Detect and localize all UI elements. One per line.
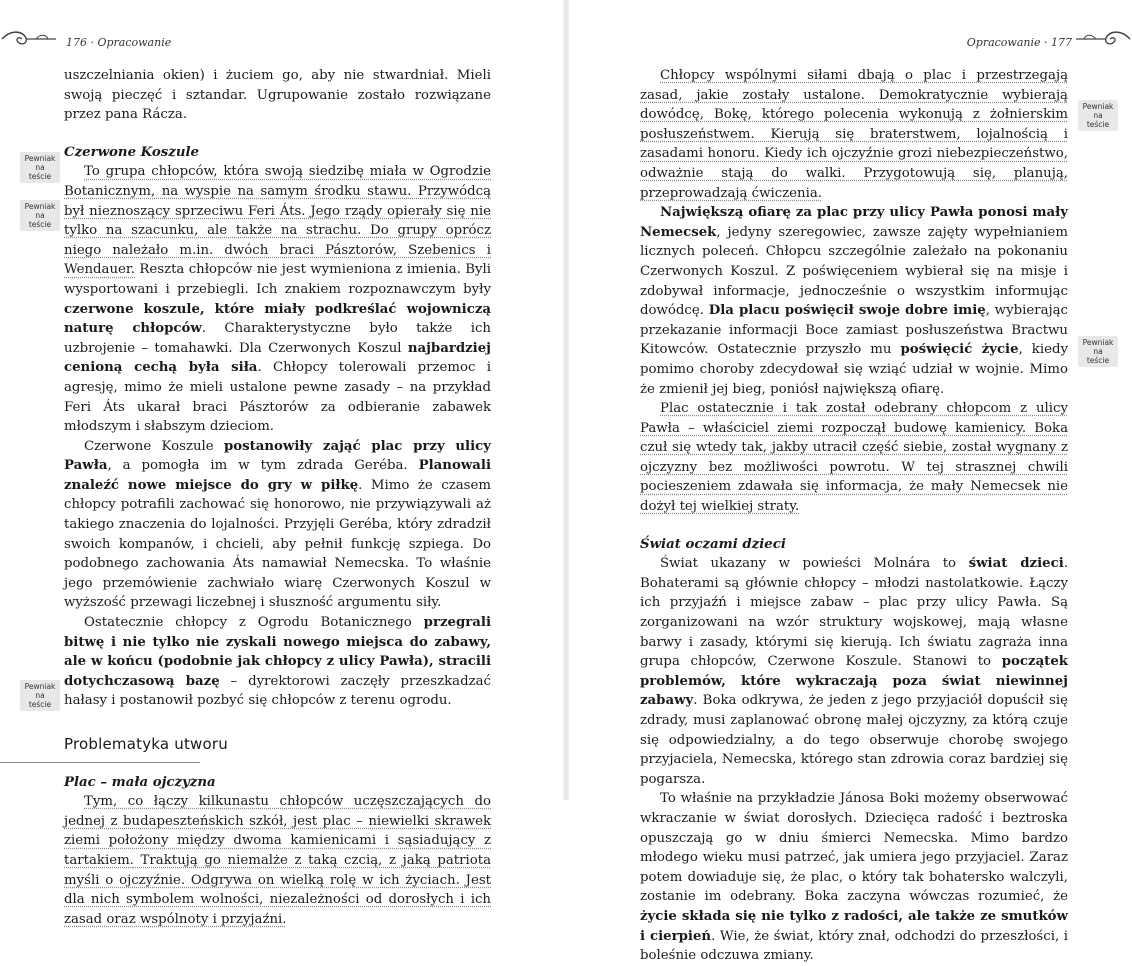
- ornament-icon: [0, 28, 58, 50]
- left-page: [0, 0, 566, 927]
- margin-note: Pewniak na teście: [20, 200, 60, 231]
- paragraph: [64, 792, 491, 929]
- paragraph: Świat ukazany w powieści Molnára to świat dzieci. Bohaterami są głównie chłopcy – młodzi nastolatkowie. Łączy ich przyjaźń i miejsce zabaw – plac przy ulicy Pawła. Są zorganizowani na wzór struktury wojskowej, mają własne barwy i zasady, którymi się kierują. Ich światu zagraża inna grupa chłopców, Czerwone Koszule. Stanowi to początek problemów, które wykraczają poza świat niewinnej zabawy. Boka odkrywa, że jeden z jego przyjaciół dopuścił się zdrady, musi zaplanować obronę małej ojczyzny, za którą czuje się odpowiedzialny, a do tego obserwuje chorobę swojego przyjaciela, Nemecska, którego stan zdrowia coraz bardziej się pogarsza.: [640, 556, 1068, 787]
- paragraph: Ostatecznie chłopcy z Ogrodu Botanicznego przegrali bitwę i nie tylko nie zyskali nowego miejsca do zabawy, ale w końcu (podobnie jak chłopcy z ulicy Pawła), stracili dotychczasową bazę – dyrektorowi zaczęły przeszkadzać hałasy i postanowił pozbyć się chłopców z terenu ogrodu.: [64, 615, 491, 709]
- paragraph: To właśnie na przykładzie Jánosa Boki możemy obserwować wkraczanie w świat dorosłych. Dziecięca radość i beztroska opuszczają go w dniu śmierci Nemecska. Mimo bardzo młodego wieku musi patrzeć, jak umiera jego przyjaciel. Zaraz potem dowiaduje się, że plac, o który tak bohatersko walczyli, zostanie im odebrany. Boka zaczyna wówczas rozumieć, że życie składa się nie tylko z radości, ale także ze smutków i cierpień. Wie, że świat, który znał, odchodzi do przeszłości, i boleśnie odczuwa zmiany.: [640, 791, 1068, 964]
- dotted-underline-text: Kierują się braterstwem, lojalnością i zasadami honoru. Kiedy ich ojczyźnie grozi niebezpieczeństwo, odważnie stają do walki. Przygotowują się, planują, przeprowadzają ćwiczenia.: [640, 126, 1068, 201]
- subheading-swiat: Świat oczami dzieci: [640, 536, 786, 552]
- paragraph: Czerwone Koszule postanowiły zająć plac przy ulicy Pawła, a pomogła im w tym zdrada Geréba. Planowali znaleźć nowe miejsce do gry w piłkę. Mimo że czasem chłopcy potrafili zachować się honorowo, nie przywiązywali aż takiego znaczenia do lojalności. Przyjęli Geréba, który zdradził swoich kompanów, i chcieli, aby pełnił funkcję szpiega. Do podobnego zachowania Áts namawiał Nemecska. To właśnie jego przemówienie zachwiało wiarę Czerwonych Koszul w wyższość przewagi liczebnej i słuszność argumentu siły.: [64, 438, 491, 611]
- section-heading: Problematyka utworu: [64, 731, 491, 759]
- dotted-underline-text: To grupa chłopców, która swoją siedzibę miała w Ogrodzie Botanicznym, na wyspie na samym środku stawu. Przywódcą był nieznoszący sprzeciwu Feri Áts. Jego rządy opierały się nie tylko na szacunku, ale także na strachu. Do grupy oprócz niego należało m.in. dwóch braci Pásztorów, Szebenics i Wendauer.: [64, 164, 491, 278]
- margin-note: Pewniak na teście: [1078, 336, 1118, 367]
- paragraph: To grupa chłopców, która swoją siedzibę miała w Ogrodzie Botanicznym, na wyspie na samym środku stawu. Przywódcą był nieznoszący sprzeciwu Feri Áts. Jego rządy opierały się nie tylko na szacunku, ale także na strachu. Do grupy oprócz niego należało m.in. dwóch braci Pásztorów, Szebenics i Wendauer. Reszta chłopców nie jest wymieniona z imienia. Byli wysportowani i przebiegli. Ich znakiem rozpoznawczym były czerwone koszule, które miały podkreślać wojowniczą naturę chłopców. Charakterystyczne było także ich uzbrojenie – tomahawki. Dla Czerwonych Koszul najbardziej cenioną cechą była siła. Chłopcy tolerowali przemoc i agresję, mimo że mieli ustalone pewne zasady – na przykład Feri Áts ukarał braci Pásztorów za odbieranie zabawek młodszym i słabszym dzieciom.: [64, 164, 491, 435]
- ornament-icon: [1074, 28, 1132, 50]
- subheading-czerwone-koszule: Czerwone Koszule: [64, 144, 200, 160]
- running-head-left: 176 · Opracowanie: [66, 36, 172, 49]
- section-rule: [0, 762, 200, 763]
- margin-note: Pewniak na teście: [20, 152, 60, 183]
- dotted-underline-text: Chłopcy wspólnymi siłami dbają o plac i przestrzegają zasad, jakie zostały ustalone. Demokratycznie wybierają dowódcę, Bokę, którego polecenia wykonują z żołnierskim posłuszeństwem.: [640, 68, 1068, 142]
- dotted-underline-text: Traktują go niemalże z taką czcią, z jaką patriota myśli o ojczyźnie. Odgrywa on wielką rolę w ich życiach. Jest dla nich symbolem wolności, niezależności od dorosłych i ich zasad oraz wspólnoty i przyjaźni.: [64, 852, 491, 927]
- dotted-underline-text: Tym, co łączy kilkunastu chłopców uczęszczających do jednej z budapeszteńskich szkół, jest plac – niewielki skrawek ziemi położony między dwoma kamienicami i sąsiadujący z tartakiem.: [64, 794, 491, 868]
- paragraph: uszczelniania okien) i żuciem go, aby nie stwardniał. Mieli swoją pieczęć i sztandar. Ugrupowanie zostało rozwiązane przez pana Rácza.: [64, 68, 491, 123]
- right-body-text: [640, 66, 1068, 966]
- dotted-underline-text: Plac ostatecznie i tak został odebrany chłopcom z ulicy Pawła – właściciel ziemi rozpoczął budowę kamienicy. Boka czuł się wtedy tak, jakby utracił część siebie, został wygnany z ojczyzny bez możliwości powrotu. W tej strasznej chwili pocieszeniem zdawała się informacja, że mały Nemecsek nie dożył tej wielkiej straty.: [640, 401, 1068, 515]
- right-page: [566, 0, 1132, 964]
- subheading-plac: Plac – mała ojczyzna: [64, 774, 216, 790]
- running-head-right: Opracowanie · 177: [966, 36, 1072, 49]
- margin-note: Pewniak na teście: [20, 680, 60, 711]
- margin-note: Pewniak na teście: [1078, 100, 1118, 131]
- paragraph: Największą ofiarę za plac przy ulicy Pawła ponosi mały Nemecsek, jedyny szeregowiec, zawsze zajęty wypełnianiem licznych poleceń. Chłopcu szczególnie zależało na pokonaniu Czerwonych Koszul. Z poświęceniem wybierał się na misje i zdobywał informacje, jednocześnie o wszystkim informując dowódcę. Dla placu poświęcił swoje dobre imię, wybierając przekazanie informacji Boce zamiast posłuszeństwa Bractwu Kitowców. Ostatecznie przyszło mu poświęcić życie, kiedy pomimo choroby zdecydował się wziąć udział w wojnie. Mimo że zmienił jej bieg, poniósł największą ofiarę.: [640, 205, 1069, 397]
- paragraph: [640, 66, 1068, 203]
- paragraph: [640, 399, 1068, 517]
